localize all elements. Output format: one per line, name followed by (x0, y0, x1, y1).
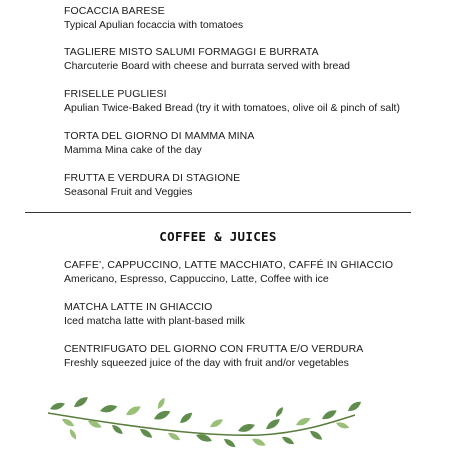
item-title: FOCACCIA BARESE (64, 5, 165, 17)
leaf-icon (308, 429, 324, 442)
item-title: MATCHA LATTE IN GHIACCIO (64, 301, 213, 313)
menu-item-frutta (64, 171, 444, 199)
menu-item-focaccia (64, 4, 444, 32)
leaf-icon (274, 406, 285, 418)
leaf-icon (295, 415, 312, 427)
item-title: TORTA DEL GIORNO DI MAMMA MINA (64, 130, 255, 142)
leaf-icon (156, 397, 167, 411)
item-description: Typical Apulian focaccia with tomatoes (64, 19, 244, 31)
item-title: TAGLIERE MISTO SALUMI FORMAGGI E BURRATA (64, 46, 319, 58)
leaf-icon (178, 410, 194, 425)
leaf-icon (68, 428, 78, 441)
leaf-icon (153, 408, 172, 422)
item-description: Iced matcha latte with plant-based milk (64, 315, 245, 327)
item-description: Seasonal Fruit and Veggies (64, 186, 193, 198)
leaf-icon (209, 417, 225, 429)
menu-item-torta (64, 129, 444, 157)
leaf-icon (72, 395, 90, 410)
item-description: Charcuterie Board with cheese and burrata served with bread (64, 60, 350, 72)
leaf-icon (346, 399, 363, 413)
item-title: FRISELLE PUGLIESI (64, 88, 167, 100)
menu-item-centrifugato (64, 342, 444, 370)
leaf-icon (167, 431, 182, 443)
menu-item-tagliere (64, 45, 444, 73)
leaf-icon (251, 436, 267, 448)
leaf-icon (61, 417, 76, 429)
leaf-icon (237, 422, 256, 435)
leaf-icon (281, 435, 296, 447)
item-description: Freshly squeezed juice of the day with fruit and/or vegetables (64, 357, 349, 369)
item-title: CENTRIFUGATO DEL GIORNO CON FRUTTA E/O VERDURA (64, 343, 364, 355)
leaf-icon (99, 403, 118, 414)
item-description: Mamma Mina cake of the day (64, 144, 202, 156)
section-heading-coffee-juices: COFFEE & JUICES (159, 229, 277, 244)
leaf-icon (222, 437, 237, 449)
menu-item-caffe (64, 258, 444, 286)
section-divider (25, 212, 411, 213)
item-description: Apulian Twice-Baked Bread (try it with tomatoes, olive oil & pinch of salt) (64, 102, 400, 114)
item-title: FRUTTA E VERDURA DI STAGIONE (64, 172, 241, 184)
leaf-icon (49, 401, 66, 412)
item-title: CAFFE’, CAPPUCCINO, LATTE MACCHIATO, CAFFÉ IN GHIACCIO (64, 259, 394, 271)
menu-item-matcha (64, 300, 444, 328)
menu-item-friselle (64, 87, 444, 115)
item-description: Americano, Espresso, Cappuccino, Latte, Coffee with ice (64, 273, 329, 285)
leaf-icon (335, 421, 350, 431)
leaf-icon (264, 417, 282, 432)
leaf-icon (320, 408, 338, 422)
leaf-icon (124, 404, 142, 418)
leaf-garland-illustration (0, 395, 450, 450)
